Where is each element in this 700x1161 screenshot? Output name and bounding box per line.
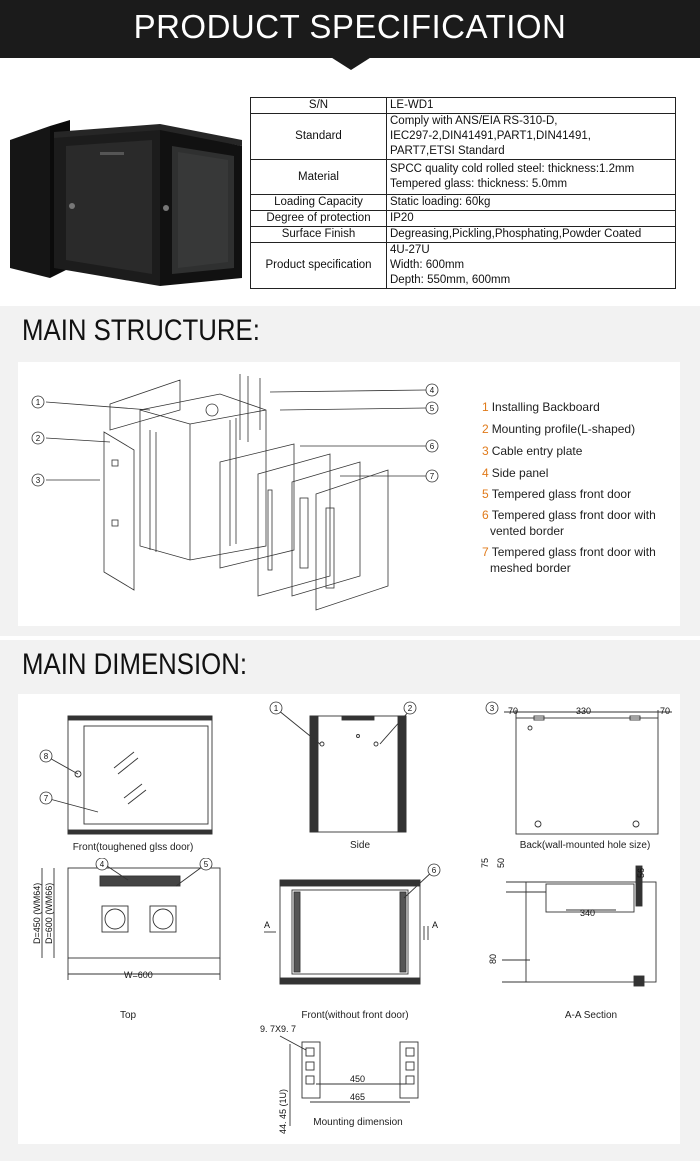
caption-aa-section: A-A Section [564, 1010, 618, 1021]
dim-top-w: W=600 [124, 970, 153, 980]
dim-top-d2: D=600 (WM66) [44, 882, 54, 944]
table-row [251, 114, 676, 160]
back-view-drawing [480, 700, 680, 840]
spec-value: IP20 [387, 211, 676, 227]
table-row [251, 227, 676, 243]
legend-item: 3 Cable entry plate [482, 444, 583, 458]
svg-text:3: 3 [35, 476, 41, 485]
spec-key: Product specification [251, 243, 387, 289]
caption-front-no-door: Front(without front door) [301, 1010, 409, 1021]
front-view-drawing [38, 712, 228, 842]
caption-top: Top [119, 1010, 137, 1021]
spec-key: Degree of protection [251, 211, 387, 227]
caption-front: Front(toughened glss door) [72, 842, 194, 853]
top-view-drawing [28, 858, 228, 988]
aa-section-drawing [476, 852, 676, 1002]
svg-text:6: 6 [429, 442, 435, 451]
exploded-view-diagram [30, 370, 450, 620]
page-title: PRODUCT SPECIFICATION [133, 8, 567, 45]
svg-text:6: 6 [431, 866, 437, 875]
spec-key: Standard [251, 114, 387, 160]
dim-back-330: 330 [576, 706, 592, 716]
dim-back-70b: 70 [660, 706, 671, 716]
spec-key: Loading Capacity [251, 195, 387, 211]
table-row [251, 195, 676, 211]
spec-value: Degreasing,Pickling,Phosphating,Powder Coated [387, 227, 676, 243]
side-view-drawing [262, 700, 422, 840]
dim-aa-50: 50 [496, 857, 506, 868]
svg-text:3: 3 [489, 704, 495, 713]
svg-text:1: 1 [35, 398, 41, 407]
caption-side: Side [349, 840, 370, 851]
table-row [251, 160, 676, 195]
spec-value: SPCC quality cold rolled steel: thickness:1.2mm Tempered glass: thickness: 5.0mm [387, 160, 676, 195]
front-no-door-drawing [258, 862, 448, 1002]
dim-aa-56: 56 [636, 867, 646, 878]
legend-item: 6 Tempered glass front door with vented border [482, 508, 656, 538]
dim-a-right: A [432, 920, 439, 930]
spec-key: S/N [251, 98, 387, 114]
structure-title: MAIN STRUCTURE: [22, 314, 260, 347]
table-row [251, 211, 676, 227]
svg-text:2: 2 [407, 704, 413, 713]
legend-item: 5 Tempered glass front door [482, 487, 632, 501]
svg-text:4: 4 [99, 860, 105, 869]
spec-value: Static loading: 60kg [387, 195, 676, 211]
legend-item: 1 Installing Backboard [482, 400, 600, 414]
spec-key: Material [251, 160, 387, 195]
dim-aa-75: 75 [480, 857, 490, 868]
dim-mount-465: 465 [350, 1092, 366, 1102]
legend-item: 2 Mounting profile(L-shaped) [482, 422, 636, 436]
spec-table [250, 97, 676, 289]
legend-item: 7 Tempered glass front door with meshed border [482, 545, 656, 575]
svg-text:4: 4 [429, 386, 435, 395]
svg-text:2: 2 [35, 434, 41, 443]
spec-value: Comply with ANS/EIA RS-310-D, IEC297-2,DIN41491,PART1,DIN41491, PART7,ETSI Standard [387, 114, 676, 160]
spec-key: Surface Finish [251, 227, 387, 243]
table-row [251, 98, 676, 114]
dim-back-70a: 70 [508, 706, 519, 716]
svg-text:5: 5 [203, 860, 209, 869]
table-row [251, 243, 676, 289]
dim-mount-4445: 44. 45 (1U) [278, 1088, 288, 1134]
legend-item: 4 Side panel [482, 466, 549, 480]
svg-text:1: 1 [273, 704, 279, 713]
banner-notch [329, 56, 373, 70]
dimension-title: MAIN DIMENSION: [22, 648, 248, 681]
svg-text:7: 7 [43, 794, 49, 803]
svg-text:7: 7 [429, 472, 435, 481]
spec-value: LE-WD1 [387, 98, 676, 114]
caption-mounting: Mounting dimension [313, 1117, 403, 1128]
caption-back: Back(wall-mounted hole size) [519, 840, 651, 851]
dim-mount-450: 450 [350, 1074, 366, 1084]
spec-value: 4U-27U Width: 600mm Depth: 550mm, 600mm [387, 243, 676, 289]
svg-text:8: 8 [43, 752, 49, 761]
dim-mount-holes: 9. 7X9. 7 [260, 1024, 297, 1034]
dim-top-d1: D=450 (WM64) [32, 882, 42, 944]
product-image [10, 118, 242, 290]
dim-a-left: A [264, 920, 271, 930]
dim-aa-340: 340 [580, 908, 596, 918]
dim-aa-80: 80 [488, 953, 498, 964]
svg-text:5: 5 [429, 404, 435, 413]
